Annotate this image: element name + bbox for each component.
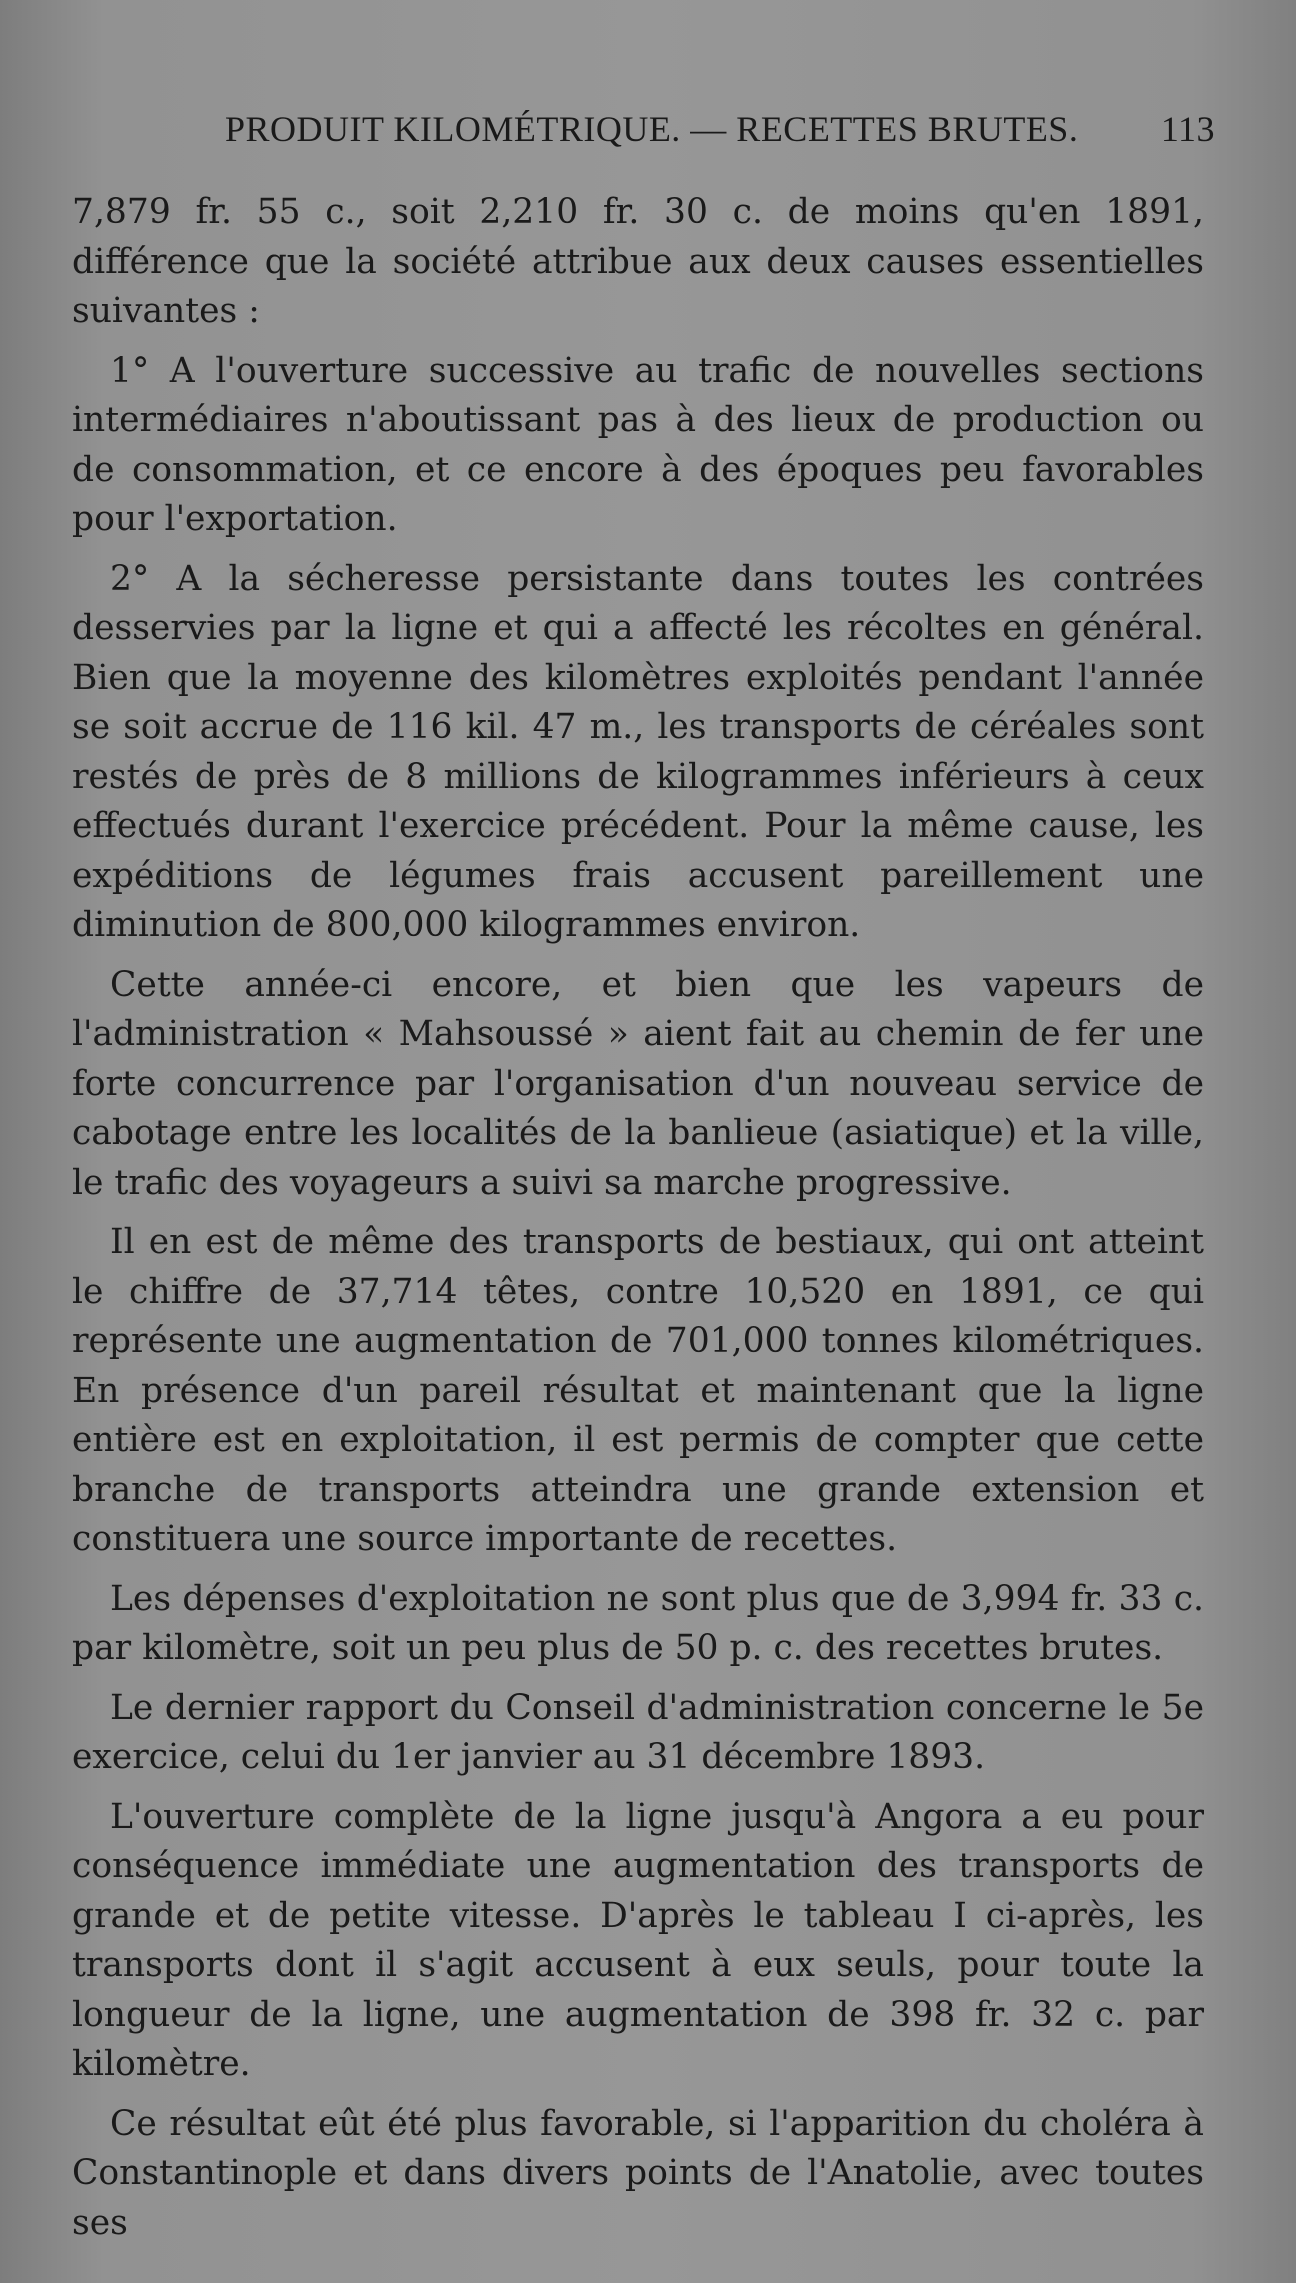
paragraph: Cette année-ci encore, et bien que les vapeurs de l'administration « Mahsoussé » aient fait au chemin de fer une forte concurrence par l'organisation d'un nouveau service de cabotage entre les localités de la banlieue (asiatique) et la ville, le trafic des voyageurs a suivi sa marche progressive. — [72, 964, 1204, 1203]
paragraph: 1° A l'ouverture successive au trafic de nouvelles sections intermédiaires n'aboutissant pas à des lieux de production ou de consommation, et ce encore à des époques peu favorables pour l'exportation. — [72, 350, 1204, 539]
paragraph: Le dernier rapport du Conseil d'administration concerne le 5e exercice, celui du 1er janvier au 31 décembre 1893. — [72, 1687, 1204, 1777]
paragraph: 2° A la sécheresse persistante dans toutes les contrées desservies par la ligne et qui a affecté les récoltes en général. Bien que la moyenne des kilomètres exploités pendant l'année se soit accrue de 116 kil. 47 m., les transports de céréales sont restés de près de 8 millions de kilogrammes inférieurs à ceux effectués durant l'exercice précédent. Pour la même cause, les expéditions de légumes frais accusent pareillement une diminution de 800,000 kilogrammes environ. — [72, 558, 1204, 945]
paragraph: Ce résultat eût été plus favorable, si l'apparition du choléra à Constantinople et dans divers points de l'Anatolie, avec toutes ses — [72, 2103, 1204, 2243]
running-header — [225, 108, 1215, 158]
paragraph: 7,879 fr. 55 c., soit 2,210 fr. 30 c. de moins qu'en 1891, différence que la société attribue aux deux causes essentielles suivantes : — [72, 192, 1204, 331]
header-title: PRODUIT KILOMÉTRIQUE. — RECETTES BRUTES. — [225, 109, 1079, 149]
paragraph: Les dépenses d'exploitation ne sont plus que de 3,994 fr. 33 c. par kilomètre, soit un peu plus de 50 p. c. des recettes brutes. — [72, 1578, 1204, 1668]
body-text — [72, 188, 1204, 2258]
paragraph: Il en est de même des transports de bestiaux, qui ont atteint le chiffre de 37,714 têtes, contre 10,520 en 1891, ce qui représente une augmentation de 701,000 tonnes kilométriques. En présence d'un pareil résultat et maintenant que la ligne entière est en exploitation, il est permis de compter que cette branche de transports atteindra une grande extension et constituera une source importante de recettes. — [72, 1222, 1204, 1559]
page-number: 113 — [1160, 109, 1215, 149]
paragraph: L'ouverture complète de la ligne jusqu'à Angora a eu pour conséquence immédiate une augmentation des transports de grande et de petite vitesse. D'après le tableau I ci-après, les transports dont il s'agit accusent à eux seuls, pour toute la longueur de la ligne, une augmentation de 398 fr. 32 c. par kilomètre. — [72, 1796, 1204, 2084]
